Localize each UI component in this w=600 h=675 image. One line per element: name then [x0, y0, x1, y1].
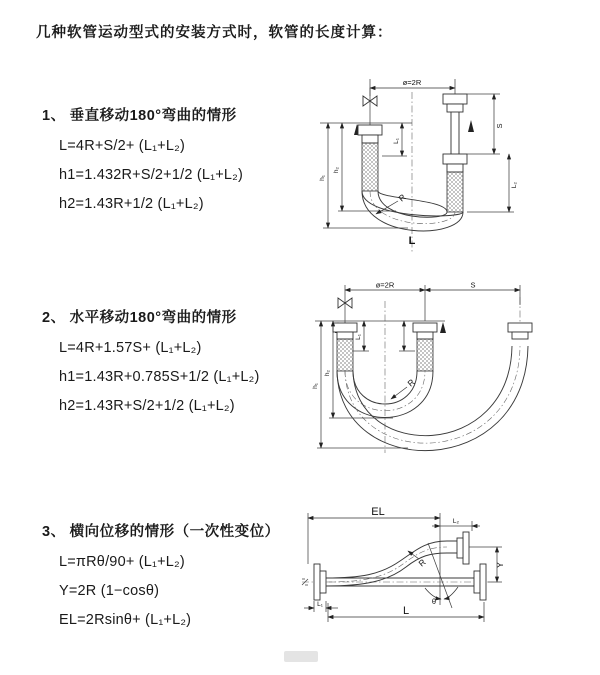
- formula-line: h1=1.432R+S/2+1/2 (L₁+L₂): [59, 167, 244, 183]
- formula-line: h2=1.43R+1/2 (L₁+L₂): [59, 196, 204, 212]
- dim-label-s: S: [470, 281, 476, 290]
- flange-left: [314, 564, 326, 600]
- dim-label-h2: h₂: [324, 369, 331, 377]
- dimension-el: [308, 506, 440, 605]
- valve-icon: [363, 88, 377, 125]
- centerlines: [385, 297, 520, 453]
- dim-label-l1: L₁: [393, 138, 400, 144]
- flange-lower-right: [474, 564, 486, 600]
- hose-left-leg: [333, 323, 357, 371]
- formula-line: L=πRθ/90+ (L₁+L₂): [59, 554, 185, 570]
- formula-line: h2=1.43R+S/2+1/2 (L₁+L₂): [59, 398, 235, 414]
- watermark: [284, 651, 318, 662]
- hose-u-bend-original: [337, 371, 433, 418]
- section-3-number: 3、: [42, 524, 66, 540]
- diagram-horizontal-movement: [303, 281, 595, 463]
- radius-label: R: [405, 376, 417, 389]
- dim-label-l: L: [408, 235, 416, 247]
- hose-middle-leg: [399, 321, 437, 371]
- flange-upper-right: [447, 532, 469, 564]
- section-1-formulas: [59, 132, 243, 219]
- dimension-l2: [432, 518, 480, 531]
- formula-line: EL=2Rsinθ+ (L₁+L₂): [59, 612, 192, 628]
- dim-label-2r: ø=2R: [375, 281, 395, 290]
- valve-icon: [338, 295, 352, 323]
- dimension-l: [328, 602, 484, 622]
- formula-line: h1=1.43R+0.785S+1/2 (L₁+L₂): [59, 369, 260, 385]
- hose-moved-leg: [508, 323, 532, 339]
- section-2-number: 2、: [42, 310, 66, 326]
- dim-label-l1: L₁: [355, 334, 362, 340]
- hose-left-leg: [358, 125, 382, 191]
- dimension-l2: [467, 154, 518, 212]
- section-2-formulas: [59, 334, 260, 421]
- page-title: 几种软管运动型式的安装方式时，软管的长度计算：: [36, 25, 393, 41]
- section-2-heading-text: 水平移动180°弯曲的情形: [69, 310, 237, 326]
- radius-label: R: [416, 556, 428, 569]
- dim-label-l: L: [402, 605, 410, 617]
- dimension-top: [370, 78, 455, 96]
- dim-label-h2: h₂: [333, 166, 340, 174]
- formula-line: L=4R+S/2+ (L₁+L₂): [59, 138, 185, 154]
- section-1-heading-text: 垂直移动180°弯曲的情形: [69, 108, 237, 124]
- dimension-s: [467, 94, 504, 154]
- dimension-l1: [382, 123, 407, 156]
- angle-label: θ: [431, 597, 437, 606]
- dim-label-s: S: [495, 123, 504, 129]
- section-2-heading: [42, 306, 260, 327]
- dimension-top: [345, 281, 520, 321]
- diagram-lateral-displacement: [300, 505, 515, 638]
- hose-displaced-position: [326, 541, 447, 586]
- formula-line: Y=2R (1−cosθ): [59, 583, 160, 599]
- hose-right-leg: [443, 94, 474, 212]
- dim-label-l2: L₂: [511, 181, 518, 189]
- section-3-formulas: [59, 548, 280, 635]
- section-1: [42, 104, 243, 219]
- dim-label-l2: L₂: [452, 518, 460, 525]
- section-3-heading: [42, 520, 280, 541]
- section-2: [42, 306, 260, 421]
- diagram-vertical-movement: [308, 70, 583, 257]
- formula-line: L=4R+1.57S+ (L₁+L₂): [59, 340, 202, 356]
- section-3-heading-text: 横向位移的情形（一次性变位）: [69, 524, 280, 540]
- dim-label-2r: ø=2R: [402, 78, 422, 87]
- dim-label-l1: L₁: [317, 601, 323, 608]
- dim-label-h1: h₁: [319, 175, 326, 181]
- radius-label: R: [396, 191, 408, 204]
- section-3: [42, 520, 280, 635]
- section-1-number: 1、: [42, 108, 66, 124]
- dim-label-el: EL: [371, 506, 385, 518]
- section-1-heading: [42, 104, 243, 125]
- dim-label-h1: h₁: [312, 383, 319, 389]
- dimension-l1: [304, 601, 338, 612]
- dim-label-y: Y: [495, 562, 505, 568]
